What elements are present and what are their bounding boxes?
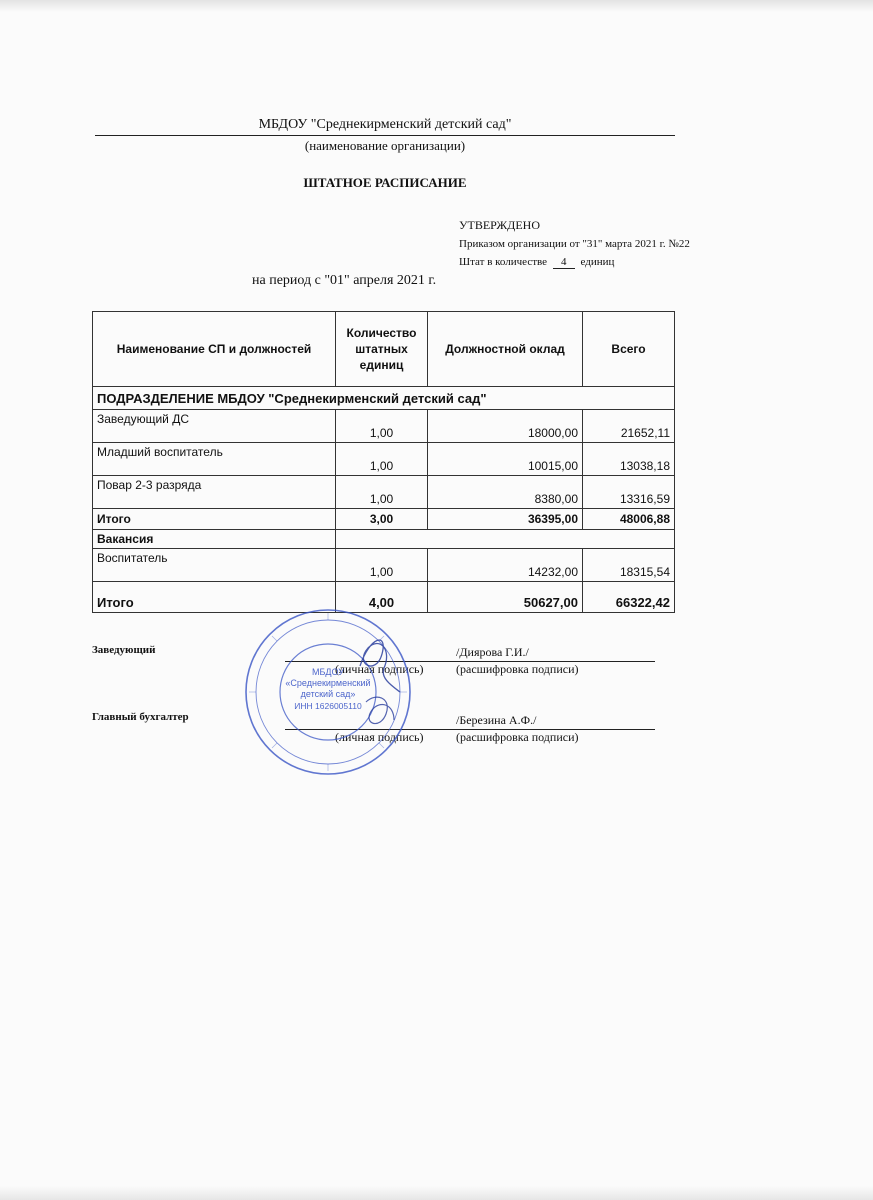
staff-count-value: 4 — [553, 256, 575, 269]
grand-total-total: 66322,42 — [583, 582, 675, 613]
position-count: 1,00 — [336, 443, 428, 476]
personal-signature-caption: (личная подпись) — [335, 662, 424, 676]
approved-label: УТВЕРЖДЕНО — [459, 218, 541, 232]
vacancy-empty — [336, 530, 675, 549]
department-row — [93, 387, 675, 410]
stamp-line: детский сад» — [300, 689, 356, 699]
position-total: 18315,54 — [583, 549, 675, 582]
table-row — [93, 443, 675, 476]
official-stamp-icon — [242, 606, 414, 778]
table-row — [93, 549, 675, 582]
signature-decode-caption: (расшифровка подписи) — [456, 730, 579, 744]
scan-bottom-edge — [0, 1186, 873, 1200]
signature-role: Заведующий — [92, 644, 156, 656]
stamp-line: МБДОУ — [311, 667, 345, 677]
header-count: Количество штатных единиц — [336, 312, 428, 387]
position-salary: 8380,00 — [428, 476, 583, 509]
organization-underline — [95, 135, 675, 136]
subtotal-salary: 36395,00 — [428, 509, 583, 530]
organization-name: МБДОУ "Среднекирменский детский сад" — [258, 117, 512, 132]
scan-top-edge — [0, 0, 873, 12]
table-header-row — [93, 312, 675, 387]
signature-name: /Березина А.Ф./ — [456, 713, 537, 727]
vacancy-label: Вакансия — [93, 530, 336, 549]
position-salary: 10015,00 — [428, 443, 583, 476]
subtotal-count: 3,00 — [336, 509, 428, 530]
period-line: на период с "01" апреля 2021 г. — [252, 273, 437, 288]
header-name: Наименование СП и должностей — [93, 312, 336, 387]
staff-count-line — [459, 256, 614, 269]
position-total: 13038,18 — [583, 443, 675, 476]
position-name: Заведующий ДС — [93, 410, 336, 443]
department-name: ПОДРАЗДЕЛЕНИЕ МБДОУ "Среднекирменский детский сад" — [93, 387, 675, 410]
signature-role: Главный бухгалтер — [92, 711, 189, 723]
stamp-line: «Среднекирменский — [285, 678, 371, 688]
position-count: 1,00 — [336, 410, 428, 443]
subtotal-total: 48006,88 — [583, 509, 675, 530]
position-salary: 14232,00 — [428, 549, 583, 582]
grand-total-count: 4,00 — [336, 582, 428, 613]
position-salary: 18000,00 — [428, 410, 583, 443]
position-total: 21652,11 — [583, 410, 675, 443]
staff-table — [92, 311, 675, 613]
signature-name: /Диярова Г.И./ — [456, 645, 529, 659]
document-title: ШТАТНОЕ РАСПИСАНИЕ — [303, 175, 467, 190]
personal-signature-caption: (личная подпись) — [335, 730, 424, 744]
grand-total-label: Итого — [93, 582, 336, 613]
position-total: 13316,59 — [583, 476, 675, 509]
subtotal-row — [93, 509, 675, 530]
header-total: Всего — [583, 312, 675, 387]
table-row — [93, 410, 675, 443]
subtotal-label: Итого — [93, 509, 336, 530]
position-name: Воспитатель — [93, 549, 336, 582]
position-count: 1,00 — [336, 476, 428, 509]
position-name: Младший воспитатель — [93, 443, 336, 476]
signature-scribble-icon — [366, 697, 394, 723]
signature-decode-caption: (расшифровка подписи) — [456, 662, 579, 676]
header-salary: Должностной оклад — [428, 312, 583, 387]
order-reference: Приказом организации от "31" марта 2021 г. №22 — [459, 238, 690, 250]
table-row — [93, 476, 675, 509]
staff-count-suffix: единиц — [580, 256, 615, 268]
grand-total-salary: 50627,00 — [428, 582, 583, 613]
staff-count-prefix: Штат в количестве — [459, 256, 548, 268]
vacancy-row — [93, 530, 675, 549]
position-count: 1,00 — [336, 549, 428, 582]
position-name: Повар 2-3 разряда — [93, 476, 336, 509]
stamp-line: ИНН 1626005110 — [294, 701, 362, 711]
organization-caption: (наименование организации) — [304, 138, 466, 153]
